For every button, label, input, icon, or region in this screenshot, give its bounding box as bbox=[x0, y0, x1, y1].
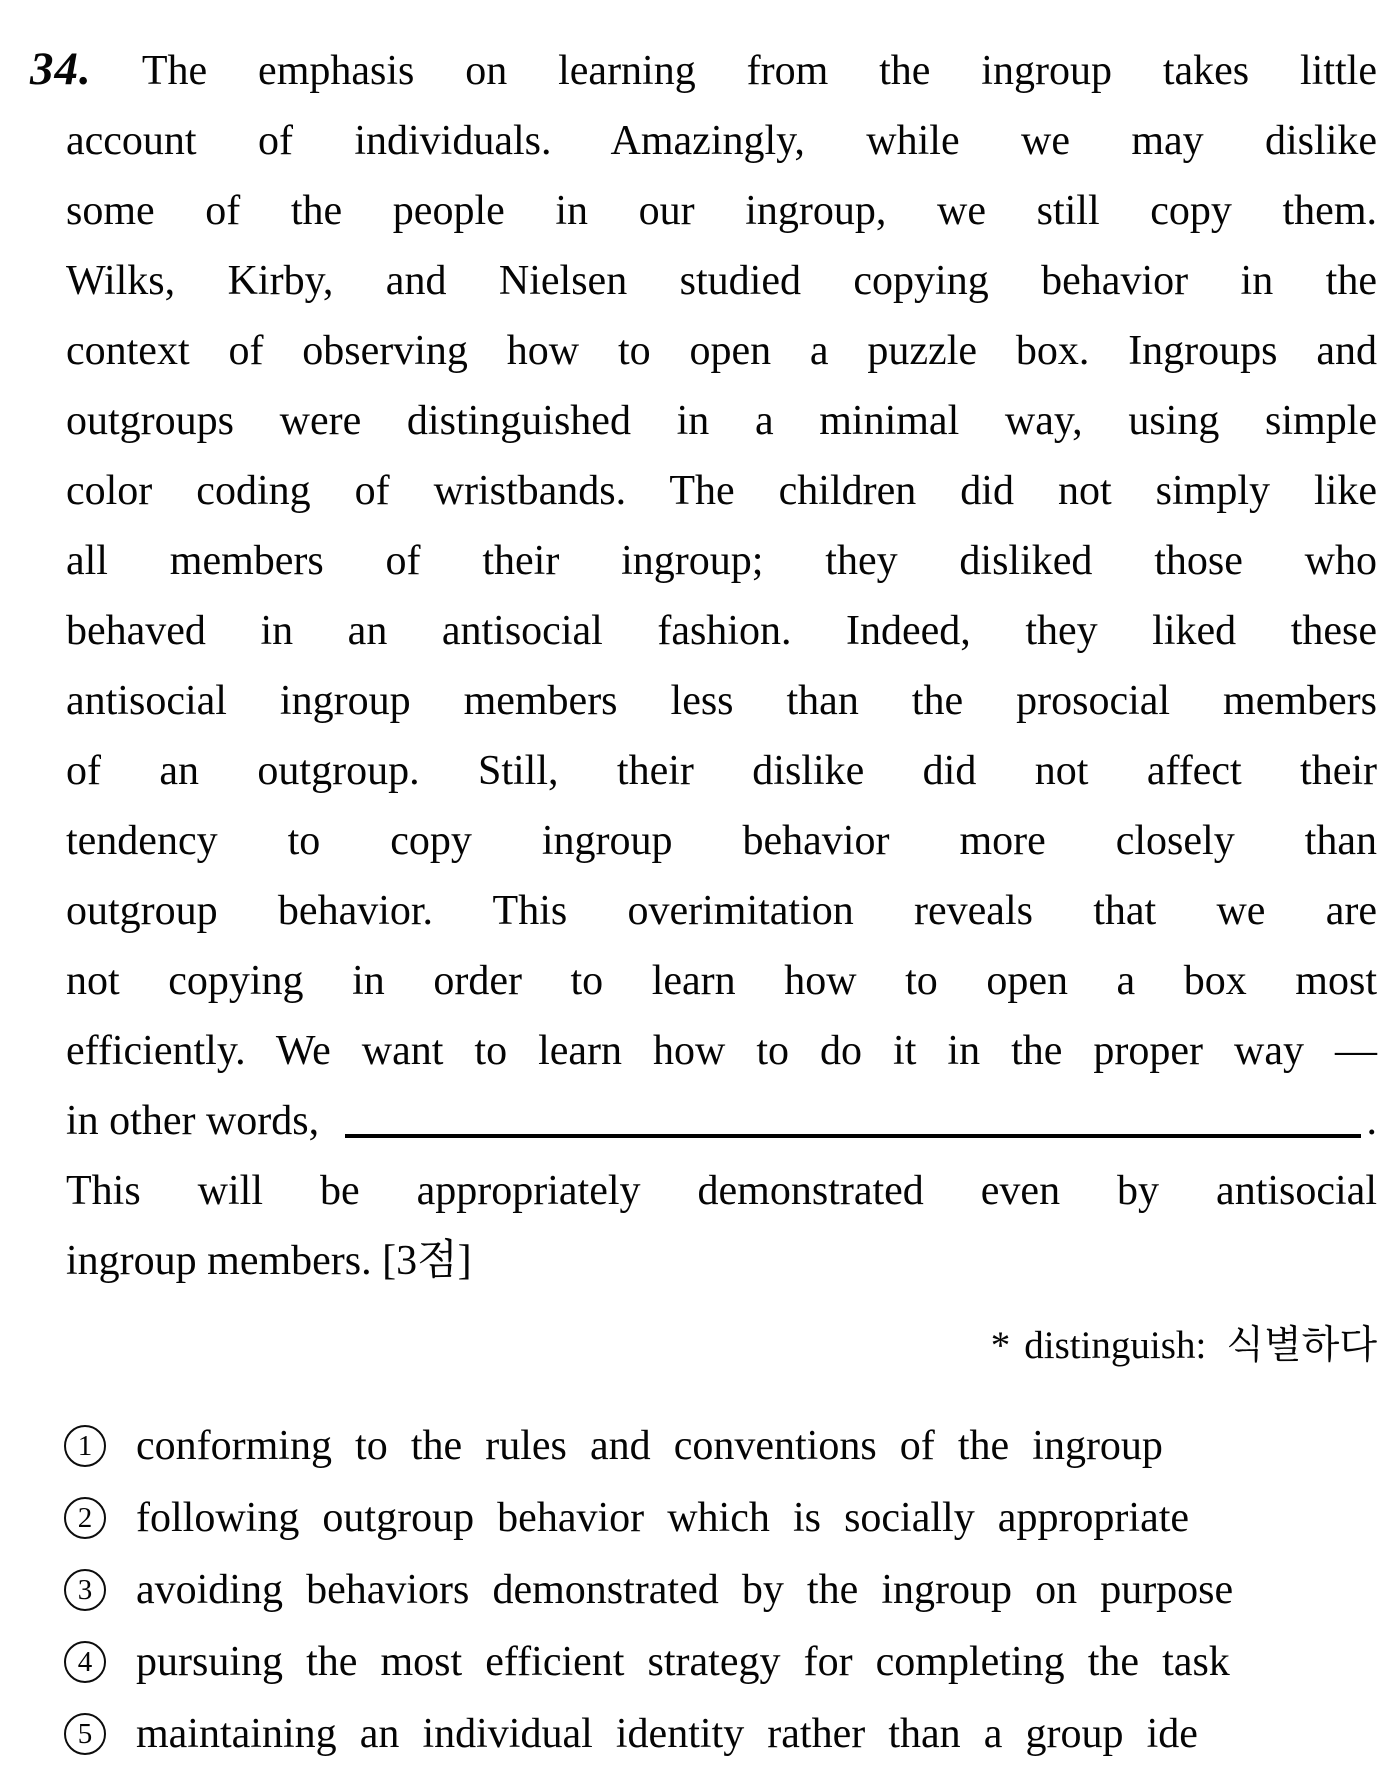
footnote-definition: 식별하다 bbox=[1226, 1324, 1377, 1367]
passage-line: outgroups were distinguished in a minimal way, using simple bbox=[66, 398, 1377, 444]
circled-number-4: 4 bbox=[64, 1641, 106, 1683]
passage-line: efficiently. We want to learn how to do it in the proper way — bbox=[66, 1028, 1377, 1074]
passage-line: some of the people in our ingroup, we still copy them. bbox=[66, 188, 1377, 234]
passage-line: Wilks, Kirby, and Nielsen studied copying behavior in the bbox=[66, 258, 1377, 304]
choice-option-4 bbox=[64, 1626, 1389, 1698]
blank-line-prefix: in other words, bbox=[66, 1098, 320, 1144]
passage-line: account of individuals. Amazingly, while we may dislike bbox=[66, 118, 1377, 164]
choice-option-1 bbox=[64, 1410, 1389, 1482]
passage-line: context of observing how to open a puzzle box. Ingroups and bbox=[66, 328, 1377, 374]
answer-choices bbox=[0, 1410, 1389, 1770]
passage-line: all members of their ingroup; they disliked those who bbox=[66, 538, 1377, 584]
circled-number-3: 3 bbox=[64, 1569, 106, 1611]
choice-option-2 bbox=[64, 1482, 1389, 1554]
choice-label: maintaining an individual identity rather than a group ide bbox=[136, 1711, 1198, 1757]
footnote-asterisk: * bbox=[990, 1324, 1011, 1367]
passage-line: outgroup behavior. This overimitation reveals that we are bbox=[66, 888, 1377, 934]
passage-line: tendency to copy ingroup behavior more closely than bbox=[66, 818, 1377, 864]
choice-label: pursuing the most efficient strategy for completing the task bbox=[136, 1639, 1230, 1685]
circled-number-5: 5 bbox=[64, 1713, 106, 1755]
passage-line: of an outgroup. Still, their dislike did not affect their bbox=[66, 748, 1377, 794]
passage-line-text: The emphasis on learning from the ingroup takes little bbox=[141, 48, 1377, 94]
choice-label: avoiding behaviors demonstrated by the ingroup on purpose bbox=[136, 1567, 1234, 1613]
passage-line-with-blank bbox=[66, 1086, 1377, 1156]
blank-line-period: . bbox=[1366, 1098, 1377, 1144]
passage-line: behaved in an antisocial fashion. Indeed, they liked these bbox=[66, 608, 1377, 654]
choice-label: following outgroup behavior which is socially appropriate bbox=[136, 1495, 1190, 1541]
answer-blank bbox=[345, 1134, 1360, 1138]
passage-line bbox=[30, 34, 1377, 106]
footnote-term: distinguish: bbox=[1024, 1324, 1207, 1367]
choice-option-3 bbox=[64, 1554, 1389, 1626]
circled-number-1: 1 bbox=[64, 1425, 106, 1467]
choice-label: conforming to the rules and conventions of the ingroup bbox=[136, 1423, 1163, 1469]
vocabulary-footnote bbox=[0, 1320, 1389, 1372]
passage-line: ingroup members. [3점] bbox=[66, 1238, 472, 1284]
passage-line: This will be appropriately demonstrated even by antisocial bbox=[66, 1168, 1377, 1214]
passage-line: not copying in order to learn how to open a box most bbox=[66, 958, 1377, 1004]
circled-number-2: 2 bbox=[64, 1497, 106, 1539]
question-number: 34. bbox=[30, 43, 92, 95]
passage-line: color coding of wristbands. The children did not simply like bbox=[66, 468, 1377, 514]
passage-line: antisocial ingroup members less than the prosocial members bbox=[66, 678, 1377, 724]
choice-option-5 bbox=[64, 1698, 1389, 1770]
